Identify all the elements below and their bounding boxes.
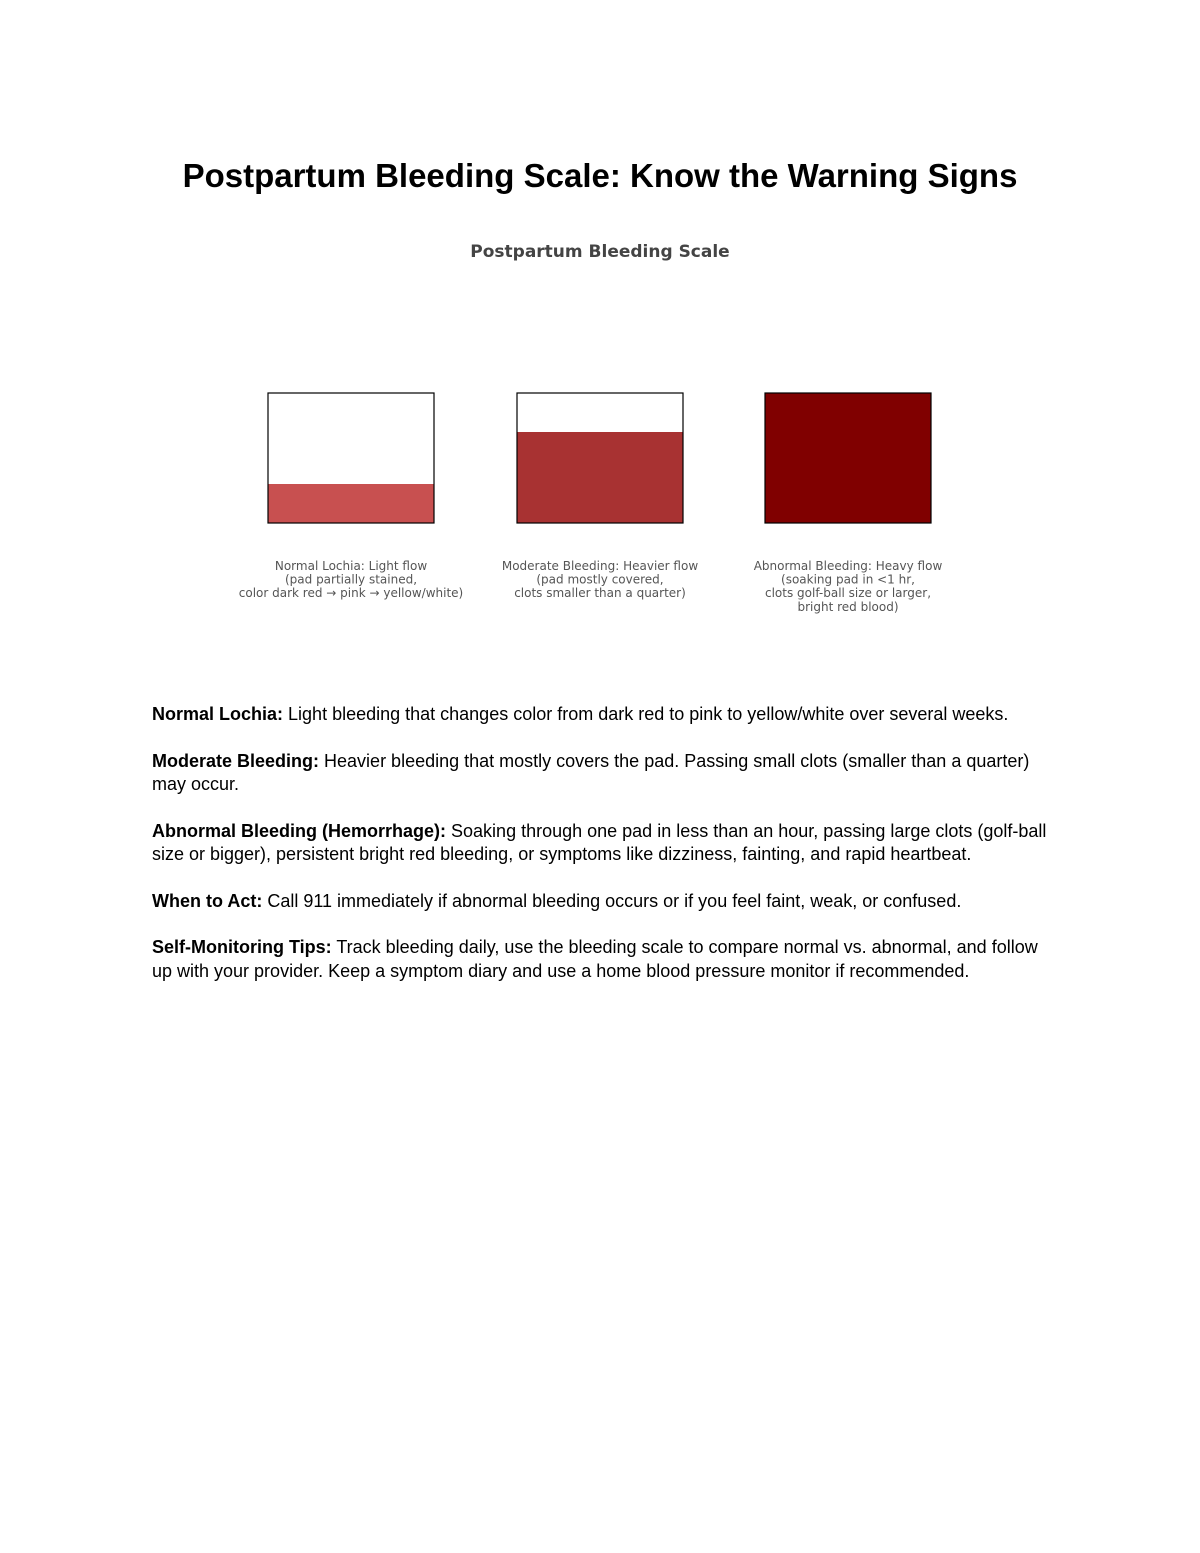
bleeding-level-bar [268, 484, 434, 523]
category-label: clots smaller than a quarter) [514, 586, 686, 601]
page-title: Postpartum Bleeding Scale: Know the Warning Signs [182, 157, 1018, 194]
category-label: Normal Lochia: Light flow [274, 559, 428, 573]
category-label: clots golf-ball size or larger, [764, 586, 932, 601]
section-text: Light bleeding that changes color from dark red to pink to yellow/white over several weeks. [283, 704, 1009, 724]
body-text [152, 703, 1052, 1006]
bleeding-level-bar [765, 393, 931, 523]
category-label: (pad partially stained, [284, 572, 418, 587]
section-normal-lochia [152, 703, 1052, 727]
category-label: Abnormal Bleeding: Heavy flow [753, 559, 943, 573]
section-heading: Self-Monitoring Tips: [152, 937, 332, 957]
section-text: Track bleeding daily, use the bleeding scale to compare normal vs. abnormal, and follow up with your provider. Keep a symptom diary and use a home blood pressure monitor if recommended. [152, 937, 1038, 981]
chart-title: Postpartum Bleeding Scale [470, 242, 730, 262]
category-label: (pad mostly covered, [536, 572, 664, 587]
bleeding-level-bar [517, 432, 683, 523]
section-heading: Normal Lochia: [152, 704, 284, 724]
bleeding-scale-figure [0, 230, 1200, 630]
section-self-monitoring-tips [152, 936, 1052, 983]
section-text: Heavier bleeding that mostly covers the pad. Passing small clots (smaller than a quarter) may occur. [152, 750, 1030, 794]
section-heading: Moderate Bleeding: [152, 750, 320, 771]
category-label: color dark red → pink → yellow/white) [238, 586, 464, 601]
category-label: Moderate Bleeding: Heavier flow [501, 559, 699, 573]
section-text: Soaking through one pad in less than an hour, passing large clots (golf-ball size or bigger), persistent bright red bleeding, or symptoms like dizziness, fainting, and rapid heartbeat. [152, 820, 1047, 864]
section-heading: When to Act: [152, 890, 263, 911]
category-label: (soaking pad in <1 hr, [781, 572, 915, 587]
section-abnormal-bleeding [152, 820, 1052, 867]
section-moderate-bleeding [152, 750, 1052, 797]
section-text: Call 911 immediately if abnormal bleeding occurs or if you feel faint, weak, or confused. [262, 890, 962, 911]
section-heading: Abnormal Bleeding (Hemorrhage): [152, 820, 447, 841]
category-label: bright red blood) [797, 599, 899, 614]
section-when-to-act [152, 890, 1052, 914]
bleeding-scale-chart [0, 230, 1200, 630]
